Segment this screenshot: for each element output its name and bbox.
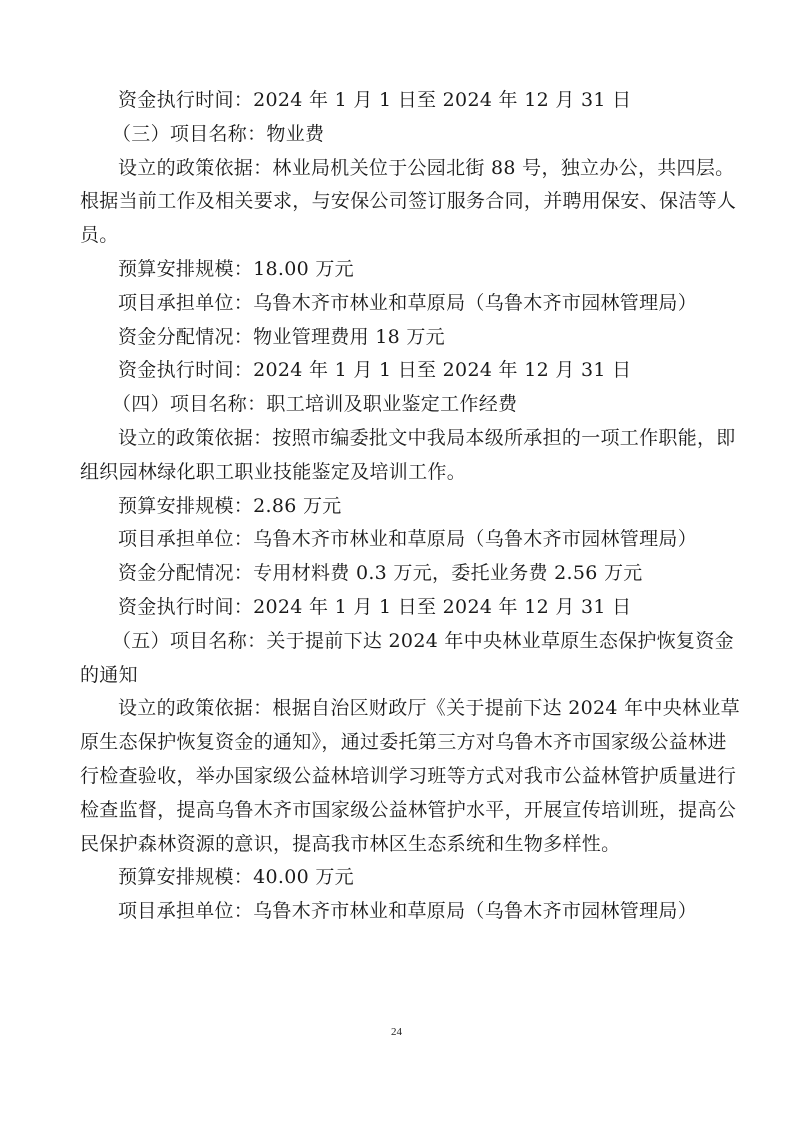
- project-5-title-line-1: （五）项目名称：关于提前下达 2024 年中央林业草原生态保护恢复资金: [112, 629, 734, 652]
- project-4-title: （四）项目名称：职工培训及职业鉴定工作经费: [112, 393, 518, 416]
- page-number: 24: [391, 1026, 402, 1038]
- budget-scale-5: 预算安排规模：40.00 万元: [118, 866, 354, 889]
- funding-period-3: 资金执行时间：2024 年 1 月 1 日至 2024 年 12 月 31 日: [118, 89, 632, 111]
- responsible-unit-4: 项目承担单位：乌鲁木齐市林业和草原局（乌鲁木齐市园林管理局）: [118, 528, 698, 551]
- fund-allocation-3: 资金分配情况：物业管理费用 18 万元: [118, 325, 445, 348]
- policy-basis-5-line-3: 行检查验收，举办国家级公益林培训学习班等方式对我市公益林管护质量进行: [80, 764, 737, 787]
- policy-basis-3-line-2: 根据当前工作及相关要求，与安保公司签订服务合同，并聘用保安、保洁等人: [80, 190, 737, 213]
- policy-basis-3-line-1: 设立的政策依据：林业局机关位于公园北街 88 号，独立办公，共四层。: [118, 156, 735, 179]
- policy-basis-5-line-1: 设立的政策依据：根据自治区财政厅《关于提前下达 2024 年中央林业草: [118, 697, 740, 720]
- budget-scale-4: 预算安排规模：2.86 万元: [118, 494, 342, 517]
- fund-allocation-4: 资金分配情况：专用材料费 0.3 万元，委托业务费 2.56 万元: [118, 562, 643, 585]
- project-5-title-line-2: 的通知: [80, 663, 138, 686]
- document-body: [80, 84, 740, 929]
- project-3-title: （三）项目名称：物业费: [112, 122, 325, 145]
- funding-period-3b: 资金执行时间：2024 年 1 月 1 日至 2024 年 12 月 31 日: [118, 359, 632, 382]
- responsible-unit-5: 项目承担单位：乌鲁木齐市林业和草原局（乌鲁木齐市园林管理局）: [118, 900, 698, 923]
- policy-basis-4-line-1: 设立的政策依据：按照市编委批文中我局本级所承担的一项工作职能，即: [118, 426, 736, 449]
- policy-basis-5-line-4: 检查监督，提高乌鲁木齐市国家级公益林管护水平，开展宣传培训班，提高公: [80, 798, 737, 821]
- responsible-unit-3: 项目承担单位：乌鲁木齐市林业和草原局（乌鲁木齐市园林管理局）: [118, 291, 698, 314]
- policy-basis-5-line-5: 民保护森林资源的意识，提高我市林区生态系统和生物多样性。: [80, 832, 621, 855]
- policy-basis-3-line-3: 员。: [80, 224, 119, 247]
- funding-period-4: 资金执行时间：2024 年 1 月 1 日至 2024 年 12 月 31 日: [118, 595, 632, 618]
- policy-basis-5-line-2: 原生态保护恢复资金的通知》，通过委托第三方对乌鲁木齐市国家级公益林进: [80, 731, 727, 754]
- policy-basis-4-line-2: 组织园林绿化职工职业技能鉴定及培训工作。: [80, 460, 467, 483]
- budget-scale-3: 预算安排规模：18.00 万元: [118, 257, 354, 280]
